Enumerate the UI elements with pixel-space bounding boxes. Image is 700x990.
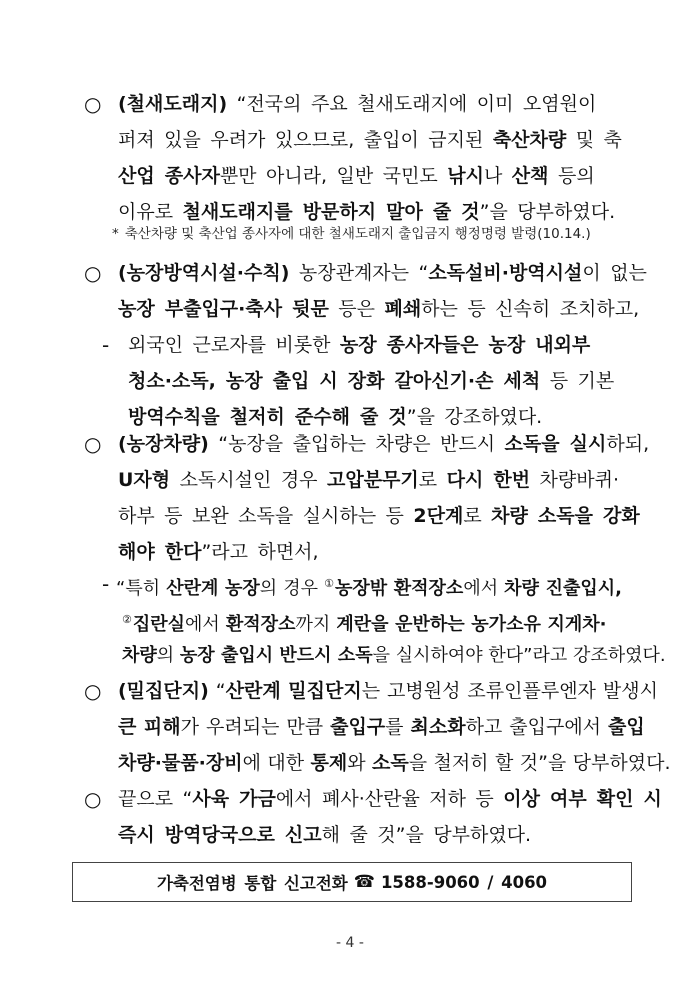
paragraph-line: “특히 산란계 농장의 경우 ①농장밖 환적장소에서 차량 진출입시, [116, 577, 622, 599]
subsection-farm-workers [84, 327, 644, 435]
paragraph-line: (철새도래지) “전국의 주요 철새도래지에 이미 오염원이 [118, 93, 597, 115]
hotline-label: 가축전염병 통합 신고전화 [156, 874, 348, 893]
paragraph-line: U자형 소독시설인 경우 고압분무기로 다시 한번 차량바퀴· [118, 469, 619, 491]
circle-bullet: ○ [84, 679, 102, 703]
page-number: - 4 - [336, 935, 364, 951]
paragraph-line: (밀집단지) “산란계 밀집단지는 고병원성 조류인플루엔자 발생시 [118, 680, 658, 702]
paragraph-line: 큰 피해가 우려되는 만큼 출입구를 최소화하고 출입구에서 출입 [118, 716, 645, 738]
paragraph-line: 차량의 농장 출입시 반드시 소독을 실시하여야 한다”라고 강조하였다. [122, 645, 666, 666]
section-dense-complexes [84, 673, 671, 781]
paragraph-line: 농장 부출입구·축사 뒷문 등은 폐쇄하는 등 신속히 조치하고, [118, 298, 640, 320]
telephone-icon: ☎ [353, 872, 375, 892]
report-hotline-box [72, 862, 632, 902]
paragraph-line: ②집란실에서 환적장소까지 계란을 운반하는 농가소유 지게차· [122, 613, 607, 635]
section-farm-vehicles [84, 426, 650, 570]
section-farm-quarantine [84, 255, 647, 327]
circle-bullet: ○ [84, 261, 102, 285]
paragraph-line: 하부 등 보완 소독을 실시하는 등 2단계로 차량 소독을 강화 [118, 505, 640, 527]
circle-bullet: ○ [84, 787, 102, 811]
paragraph-line: (농장차량) “농장을 출입하는 차량은 반드시 소독을 실시하되, [118, 433, 650, 455]
paragraph-line: (농장방역시설·수칙) 농장관계자는 “소독설비·방역시설이 없는 [118, 262, 647, 284]
section-migratory-bird-sites [84, 86, 644, 230]
paragraph-line: 외국인 근로자를 비롯한 농장 종사자들은 농장 내외부 [128, 334, 591, 356]
section-reporting [84, 781, 662, 853]
paragraph-line: 퍼져 있을 우려가 있으므로, 출입이 금지된 축산차량 및 축 [118, 129, 622, 151]
hotline-numbers: 1588-9060 / 4060 [380, 872, 548, 892]
paragraph-line: 산업 종사자뿐만 아니라, 일반 국민도 낚시나 산책 등의 [118, 165, 595, 187]
circle-bullet: ○ [84, 432, 102, 456]
paragraph-line: 청소·소독, 농장 출입 시 장화 갈아신기·손 세척 등 기본 [128, 370, 615, 392]
paragraph-line: 차량·물품·장비에 대한 통제와 소독을 철저히 할 것”을 당부하였다. [118, 752, 671, 774]
paragraph-line: 해야 한다”라고 하면서, [118, 541, 319, 563]
subsection-laying-hen-farms [84, 566, 666, 674]
dash-bullet: - [102, 333, 110, 357]
circle-bullet: ○ [84, 92, 102, 116]
paragraph-line: 방역수칙을 철저히 준수해 줄 것”을 강조하였다. [128, 406, 543, 428]
footnote: * 축산차량 및 축산업 종사자에 대한 철새도래지 출입금지 행정명령 발령(10.14.) [112, 226, 591, 242]
dash-bullet: - [102, 572, 110, 596]
paragraph-line: 끝으로 “사육 가금에서 폐사·산란율 저하 등 이상 여부 확인 시 [118, 788, 662, 810]
paragraph-line: 즉시 방역당국으로 신고해 줄 것”을 당부하였다. [118, 824, 532, 846]
paragraph-line: 이유로 철새도래지를 방문하지 말아 줄 것”을 당부하였다. [118, 201, 616, 223]
